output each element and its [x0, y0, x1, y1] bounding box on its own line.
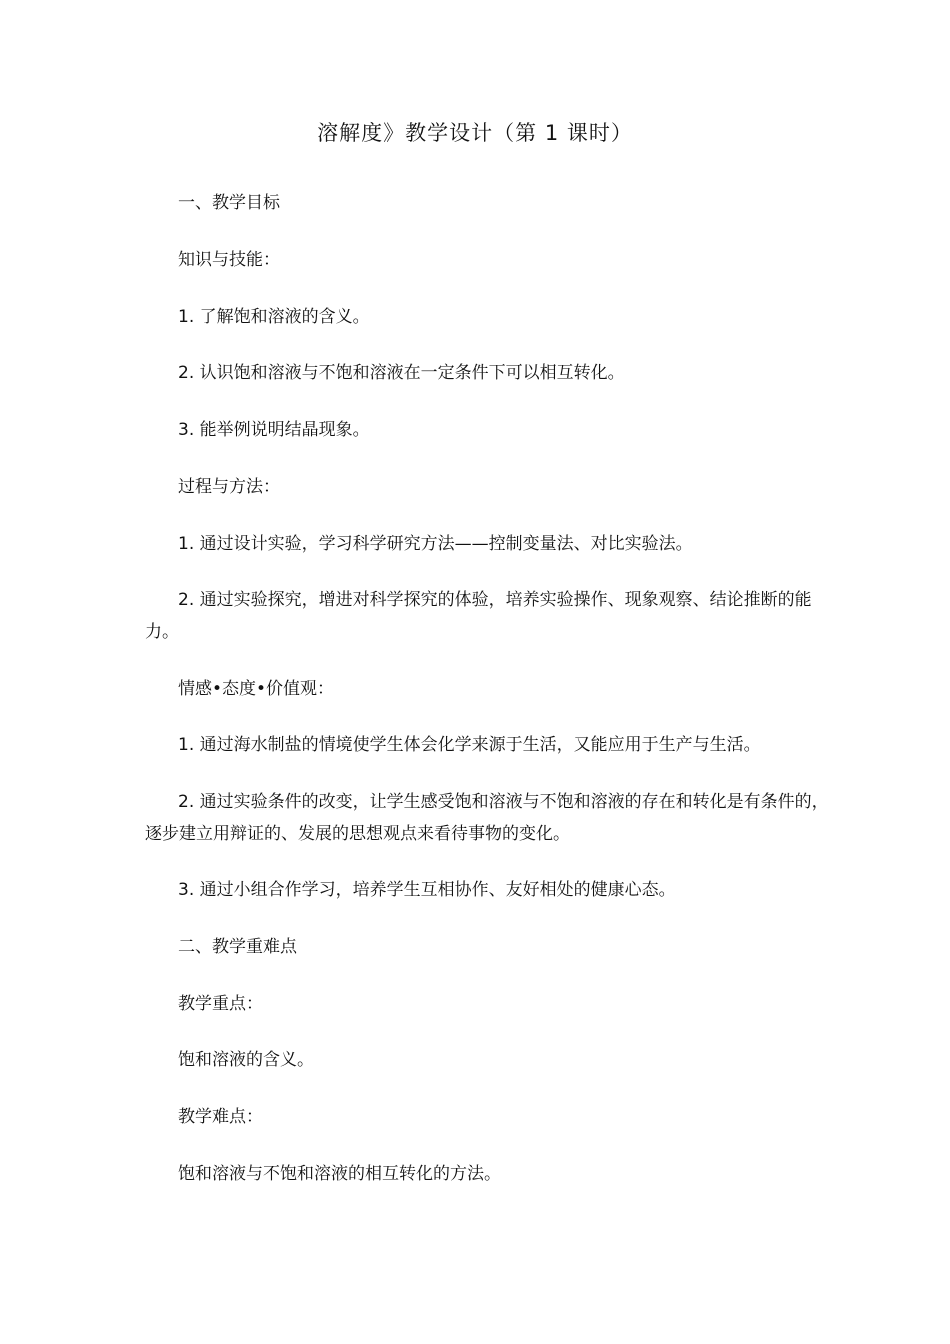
difficult-point-text: 饱和溶液与不饱和溶液的相互转化的方法。 [178, 1164, 501, 1184]
emotion-item-3: 3. 通过小组合作学习，培养学生互相协作、友好相处的健康心态。 [178, 880, 676, 900]
document-title: 溶解度》教学设计（第 1 课时） [317, 121, 633, 145]
key-point-text: 饱和溶液的含义。 [178, 1050, 314, 1070]
knowledge-skills-heading: 知识与技能： [178, 250, 280, 270]
difficult-point-heading: 教学难点： [178, 1107, 263, 1127]
process-item-2: 2. 通过实验探究，增进对科学探究的体验，培养实验操作、现象观察、结论推断的能力。 [145, 590, 812, 642]
section-heading-key-difficult: 二、教学重难点 [178, 937, 297, 957]
key-point-heading: 教学重点： [178, 994, 263, 1014]
emotion-item-2: 2. 通过实验条件的改变，让学生感受饱和溶液与不饱和溶液的存在和转化是有条件的，逐步建立用辩证的、发展的思想观点来看待事物的变化。 [145, 792, 829, 844]
process-item-1: 1. 通过设计实验，学习科学研究方法——控制变量法、对比实验法。 [178, 534, 693, 554]
knowledge-item-2: 2. 认识饱和溶液与不饱和溶液在一定条件下可以相互转化。 [178, 363, 625, 383]
emotion-item-1: 1. 通过海水制盐的情境使学生体会化学来源于生活，又能应用于生产与生活。 [178, 735, 761, 755]
knowledge-item-1: 1. 了解饱和溶液的含义。 [178, 307, 370, 327]
knowledge-item-3: 3. 能举例说明结晶现象。 [178, 420, 370, 440]
section-heading-objectives: 一、教学目标 [178, 193, 280, 213]
process-method-heading: 过程与方法： [178, 477, 280, 497]
emotion-heading: 情感•态度•价值观： [178, 679, 335, 699]
